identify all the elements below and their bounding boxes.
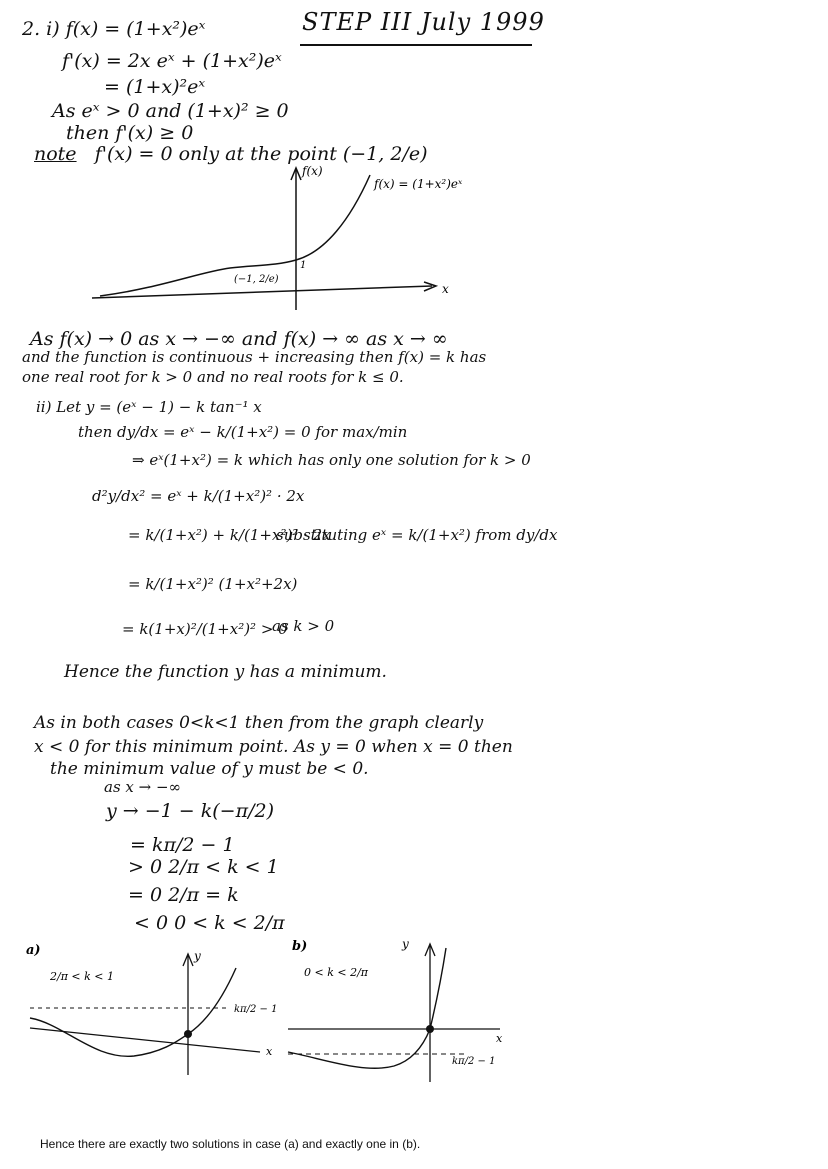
note-text: f'(x) = 0 only at the point (−1, 2/e): [94, 143, 428, 165]
part-i-line-1: 2. i) f(x) = (1+x²)eˣ: [22, 18, 206, 40]
part-ii-line-6: = k/(1+x²)² (1+x²+2x): [128, 575, 298, 593]
part-ii-line-5: = k/(1+x²) + k/(1+x²)² · 2x: [128, 526, 331, 544]
conclusion-line-2: and the function is continuous + increasing then f(x) = k has: [22, 348, 487, 366]
part-ii-line-1: ii) Let y = (eˣ − 1) − k tan⁻¹ x: [36, 398, 262, 416]
title-underline: [300, 44, 532, 46]
analysis-line-5: y → −1 − k(−π/2): [106, 800, 274, 822]
analysis-line-7: > 0 2/π < k < 1: [128, 856, 279, 878]
conclusion-line-3: one real root for k > 0 and no real roots for k ≤ 0.: [22, 368, 404, 386]
analysis-line-8: = 0 2/π = k: [128, 884, 239, 906]
graph-case-b: [284, 934, 514, 1084]
analysis-line-9: < 0 0 < k < 2/π: [134, 912, 285, 934]
conclusion-line-1: As f(x) → 0 as x → −∞ and f(x) → ∞ as x → ∞: [30, 328, 448, 350]
graph-b-label: b): [292, 939, 308, 954]
graph1-y-label: f(x): [302, 164, 323, 178]
part-i-line-5: then f'(x) ≥ 0: [66, 122, 194, 144]
analysis-line-2: x < 0 for this minimum point. As y = 0 when x = 0 then: [34, 737, 513, 757]
analysis-line-1: As in both cases 0<k<1 then from the graph clearly: [34, 713, 484, 733]
graph1-x-label: x: [442, 282, 449, 296]
graph-a-x-label: x: [266, 1045, 273, 1058]
graph-a-condition: 2/π < k < 1: [50, 970, 115, 983]
graph-b-x-label: x: [496, 1032, 503, 1045]
part-ii-line-7: = k(1+x)²/(1+x²)² > 0: [122, 620, 288, 638]
part-ii-line-3: ⇒ eˣ(1+x²) = k which has only one solution for k > 0: [132, 451, 531, 469]
analysis-line-4: as x → −∞: [104, 778, 182, 796]
graph-case-a: [24, 940, 284, 1080]
part-ii-line-5-note: substituting eˣ = k/(1+x²) from dy/dx: [276, 526, 558, 544]
part-ii-line-8: Hence the function y has a minimum.: [64, 662, 387, 682]
graph-b-y-label: y: [402, 937, 409, 951]
graph-a-label: a): [26, 943, 41, 958]
analysis-line-3: the minimum value of y must be < 0.: [50, 759, 369, 779]
graph-b-condition: 0 < k < 2/π: [304, 966, 369, 979]
analysis-line-6: = kπ/2 − 1: [130, 834, 235, 856]
graph-f-of-x: [80, 160, 480, 310]
page-title: STEP III July 1999: [302, 8, 545, 36]
part-ii-line-7-note: as k > 0: [272, 617, 335, 635]
part-ii-line-2: then dy/dx = eˣ − k/(1+x²) = 0 for max/min: [78, 423, 408, 441]
graph1-curve-label: f(x) = (1+x²)eˣ: [374, 177, 463, 191]
graph1-point-label: (−1, 2/e): [234, 274, 279, 285]
part-i-line-4: As eˣ > 0 and (1+x)² ≥ 0: [52, 100, 289, 122]
graph-a-asymptote-label: kπ/2 − 1: [234, 1004, 278, 1015]
part-i-line-3: = (1+x)²eˣ: [104, 76, 206, 98]
part-i-line-2: f'(x) = 2x eˣ + (1+x²)eˣ: [62, 50, 282, 72]
footer-conclusion: Hence there are exactly two solutions in case (a) and exactly one in (b).: [40, 1137, 421, 1151]
note-label: note: [34, 143, 77, 165]
graph1-intercept-label: 1: [300, 260, 307, 271]
graph-a-y-label: y: [194, 949, 201, 963]
graph-b-asymptote-label: kπ/2 − 1: [452, 1056, 496, 1067]
part-ii-line-4: d²y/dx² = eˣ + k/(1+x²)² · 2x: [92, 487, 305, 505]
